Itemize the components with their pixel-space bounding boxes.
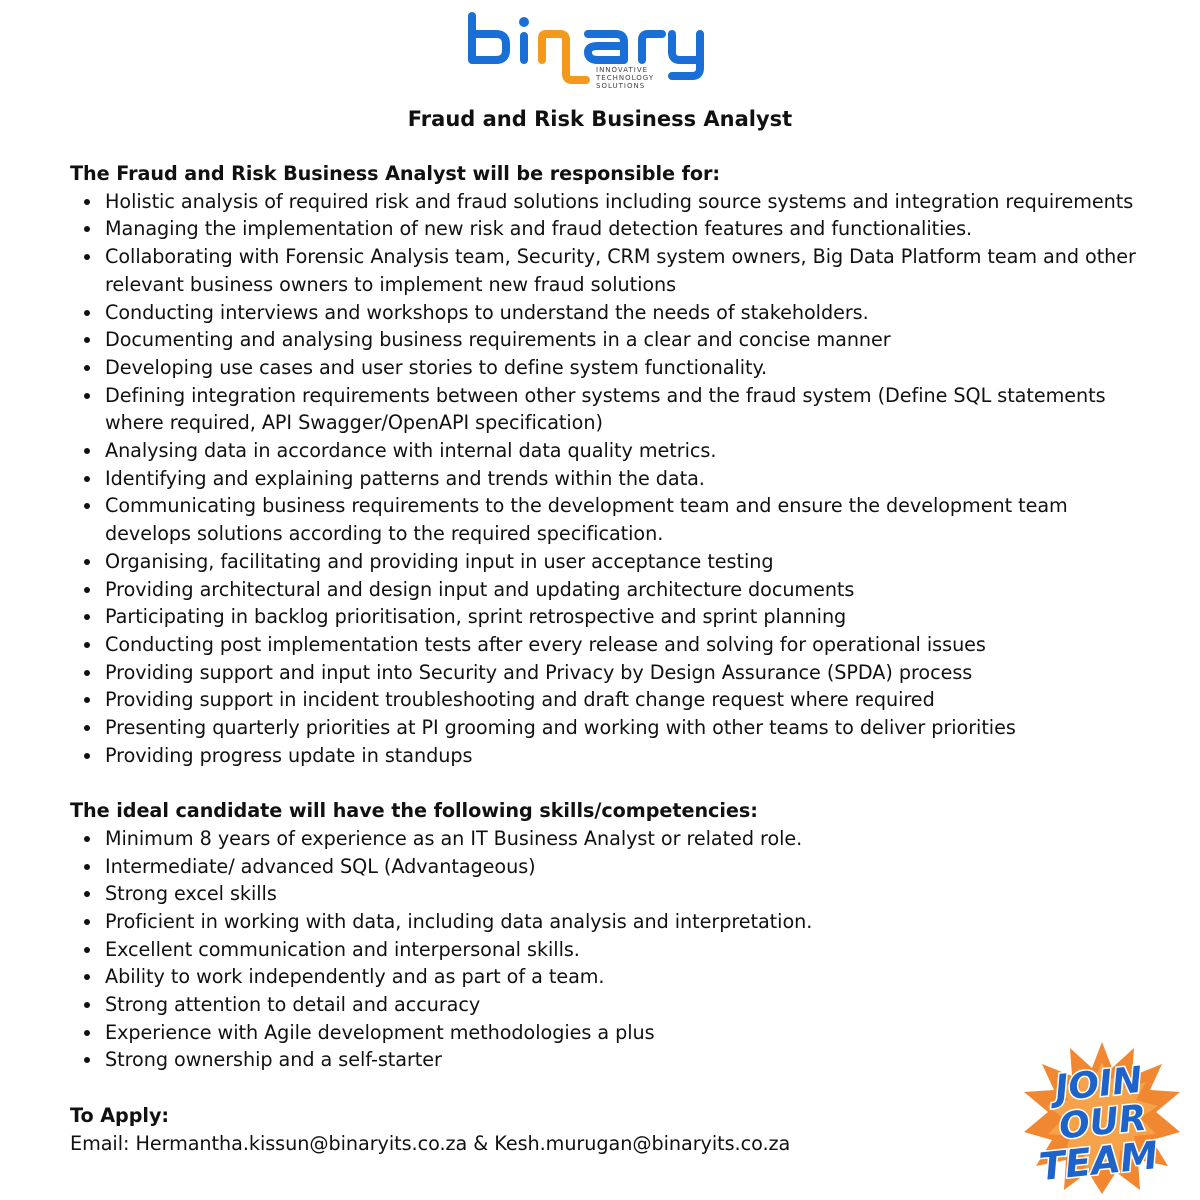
responsibilities-heading: The Fraud and Risk Business Analyst will be responsible for: (70, 162, 721, 185)
section-spacer (70, 769, 1145, 797)
logo-tagline-line: SOLUTIONS (596, 82, 646, 90)
list-item: Documenting and analysing business requirements in a clear and concise manner (70, 326, 1145, 354)
list-item: Intermediate/ advanced SQL (Advantageous) (70, 853, 1145, 881)
list-item: Proficient in working with data, including data analysis and interpretation. (70, 908, 1145, 936)
skills-heading: The ideal candidate will have the following skills/competencies: (70, 799, 758, 823)
list-item: Excellent communication and interpersonal skills. (70, 936, 1145, 964)
apply-email-line: Email: Hermantha.kissun@binaryits.co.za & Kesh.murugan@binaryits.co.za (70, 1131, 791, 1155)
list-item: Managing the implementation of new risk and fraud detection features and functionalities. (70, 215, 1145, 243)
list-item: Defining integration requirements between other systems and the fraud system (Define SQL statements where required, API Swagger/OpenAPI specification) (70, 382, 1145, 437)
logo-tagline-line: TECHNOLOGY (596, 74, 655, 82)
job-description (70, 160, 1145, 1157)
badge-word-our: OUR (1057, 1097, 1149, 1148)
logo-tagline (596, 66, 696, 90)
apply-heading: To Apply: (70, 1103, 170, 1127)
list-item: Minimum 8 years of experience as an IT Business Analyst or related role. (70, 825, 1145, 853)
list-item: Collaborating with Forensic Analysis team, Security, CRM system owners, Big Data Platform team and other relevant business owners to implement new fraud solutions (70, 243, 1145, 298)
badge-word-join: JOIN (1053, 1059, 1145, 1110)
list-item: Developing use cases and user stories to define system functionality. (70, 354, 1145, 382)
list-item: Conducting interviews and workshops to understand the needs of stakeholders. (70, 299, 1145, 327)
list-item: Presenting quarterly priorities at PI grooming and working with other teams to deliver priorities (70, 714, 1145, 742)
join-our-team-badge (1022, 1040, 1182, 1195)
section-spacer (70, 1074, 1145, 1102)
list-item: Conducting post implementation tests after every release and solving for operational issues (70, 631, 1145, 659)
list-item: Participating in backlog prioritisation, sprint retrospective and sprint planning (70, 603, 1145, 631)
list-item: Strong ownership and a self-starter (70, 1046, 1145, 1074)
list-item: Strong excel skills (70, 880, 1145, 908)
skills-list (70, 825, 1145, 1074)
list-item: Providing support in incident troubleshooting and draft change request where required (70, 686, 1145, 714)
list-item: Analysing data in accordance with internal data quality metrics. (70, 437, 1145, 465)
badge-word-team: TEAM (1037, 1132, 1161, 1190)
logo-tagline-line: INNOVATIVE (596, 66, 649, 74)
list-item: Communicating business requirements to the development team and ensure the development team develops solutions according to the required specification. (70, 492, 1145, 547)
list-item: Providing progress update in standups (70, 742, 1145, 770)
list-item: Ability to work independently and as part of a team. (70, 963, 1145, 991)
list-item: Organising, facilitating and providing input in user acceptance testing (70, 548, 1145, 576)
list-item: Providing architectural and design input and updating architecture documents (70, 576, 1145, 604)
list-item: Identifying and explaining patterns and trends within the data. (70, 465, 1145, 493)
job-title: Fraud and Risk Business Analyst (407, 107, 793, 131)
responsibilities-list (70, 188, 1145, 770)
list-item: Holistic analysis of required risk and fraud solutions including source systems and integration requirements (70, 188, 1145, 216)
list-item: Strong attention to detail and accuracy (70, 991, 1145, 1019)
binary-logo (466, 10, 716, 94)
list-item: Providing support and input into Security and Privacy by Design Assurance (SPDA) process (70, 659, 1145, 687)
list-item: Experience with Agile development methodologies a plus (70, 1019, 1145, 1047)
